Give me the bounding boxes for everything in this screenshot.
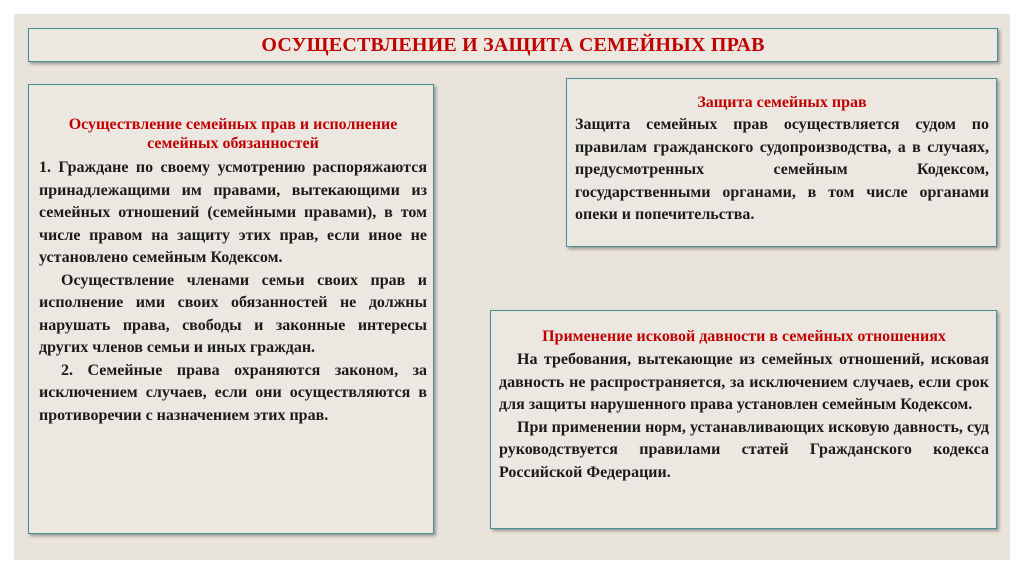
limitation-period-paragraph-2: При применении норм, устанавливающих исковую давность, суд руководствуется правилами статей Гражданского кодекса Российской Федерации. [499, 418, 989, 481]
title-box [28, 28, 998, 62]
limitation-period-heading: Применение исковой давности в семейных отношениях [542, 328, 946, 345]
limitation-period-paragraph-1: На требования, вытекающие из семейных отношений, исковая давность не распространяется, за исключением случаев, если срок для защиты нарушенного права установлен семейным Кодексом. [499, 351, 989, 413]
exercise-rights-heading: Осуществление семейных прав и исполнение семейных обязанностей [68, 116, 398, 152]
protection-rights-box [566, 78, 997, 247]
exercise-rights-paragraph-2: Осуществление членами семьи своих прав и исполнение ими своих обязанностей не должны нарушать права, свободы и законные интересы других членов семьи и иных граждан. [39, 271, 427, 356]
limitation-period-box [490, 310, 997, 529]
exercise-rights-paragraph-3: 2. Семейные права охраняются законом, за исключением случаев, если они осуществляются в противоречии с назначением этих прав. [39, 361, 427, 424]
exercise-rights-paragraph-1: 1. Граждане по своему усмотрению распоряжаются принадлежащими им правами, вытекающими из семейных отношений (семейными правами), в том числе правом на защиту этих прав, если иное не установлено семейным Кодексом. [39, 159, 427, 266]
exercise-rights-box [28, 84, 434, 534]
protection-rights-paragraph: Защита семейных прав осуществляется судом по правилам гражданского судопроизводства, а в случаях, предусмотренных семейным Кодексом, государственными органами, в том числе органами опеки и попечительства. [575, 116, 989, 223]
slide-title: ОСУЩЕСТВЛЕНИЕ И ЗАЩИТА СЕМЕЙНЫХ ПРАВ [261, 33, 765, 56]
protection-rights-heading: Защита семейных прав [697, 94, 867, 111]
